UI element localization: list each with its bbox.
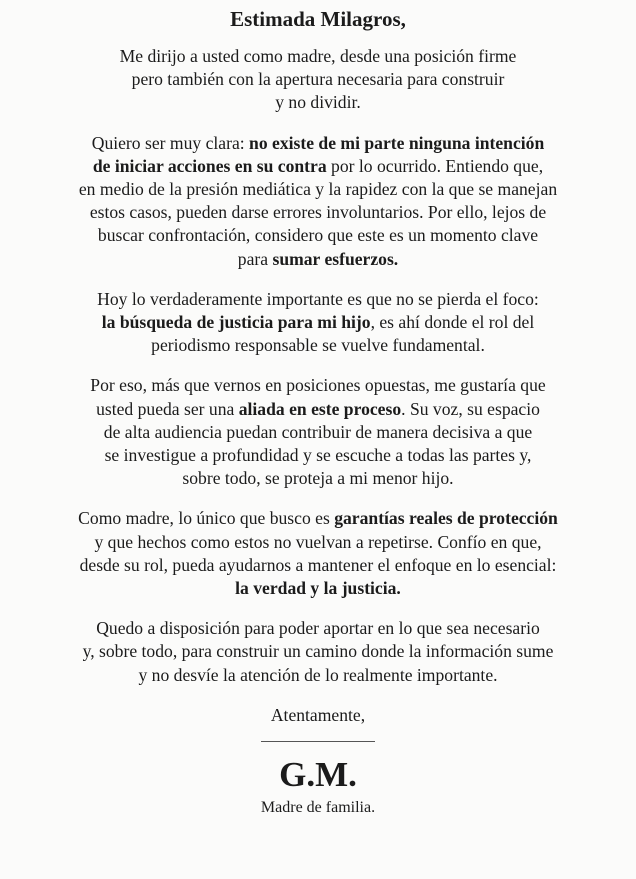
emphasis: la búsqueda de justicia para mi hijo (101, 312, 371, 333)
emphasis: sumar esfuerzos. (272, 248, 399, 269)
text-span: Quedo a disposición para poder aportar en lo que sea necesario (96, 618, 540, 639)
text-span: para (237, 248, 273, 269)
emphasis: de iniciar acciones en su contra (92, 155, 327, 176)
signature-initials: G.M. (279, 754, 357, 794)
text-span: pero también con la apertura necesaria para construir (131, 69, 505, 90)
text-span: desde su rol, pueda ayudarnos a mantener el enfoque en lo esencial: (79, 554, 557, 575)
paragraph-1 (20, 45, 616, 115)
text-span: por lo ocurrido. Entiendo que, (326, 155, 544, 176)
text-span: Quiero ser muy clara: (91, 132, 250, 153)
emphasis: no existe de mi parte ninguna intención (249, 132, 545, 153)
text-span: y, sobre todo, para construir un camino donde la información sume (82, 641, 554, 662)
text-span: . Su voz, su espacio (401, 398, 540, 419)
paragraph-4 (20, 374, 616, 490)
text-span: buscar confrontación, considero que este es un momento clave (97, 225, 539, 246)
closing: Atentamente, (270, 704, 366, 725)
signature-role: Madre de familia. (260, 798, 376, 816)
emphasis: garantías reales de protección (334, 508, 558, 529)
greeting: Estimada Milagros, (230, 7, 406, 31)
paragraph-5 (20, 507, 616, 600)
paragraph-2 (20, 132, 616, 271)
text-span: periodismo responsable se vuelve fundamental. (151, 335, 485, 356)
text-span: Como madre, lo único que busco es (78, 508, 335, 529)
text-span: se investigue a profundidad y se escuche a todas las partes y, (104, 445, 532, 466)
text-span: Me dirijo a usted como madre, desde una posición firme (119, 46, 517, 66)
emphasis: aliada en este proceso (238, 398, 402, 419)
text-span: sobre todo, se proteja a mi menor hijo. (182, 468, 454, 489)
text-span: en medio de la presión mediática y la rapidez con la que se manejan (78, 179, 558, 200)
text-span: de alta audiencia puedan contribuir de manera decisiva a que (103, 421, 533, 442)
text-span: Por eso, más que vernos en posiciones opuestas, me gustaría que (90, 375, 546, 396)
paragraph-6 (20, 617, 616, 687)
signature-line (261, 741, 375, 742)
text-span: y no desvíe la atención de lo realmente importante. (138, 664, 498, 685)
text-span: Hoy lo verdaderamente importante es que no se pierda el foco: (97, 288, 539, 309)
text-span: estos casos, pueden darse errores involuntarios. Por ello, lejos de (89, 202, 547, 223)
text-span: y no dividir. (275, 92, 361, 113)
paragraph-3 (20, 288, 616, 358)
text-span: , es ahí donde el rol del (370, 312, 535, 333)
text-span: usted pueda ser una (96, 398, 239, 419)
emphasis: la verdad y la justicia. (235, 578, 401, 599)
text-span: y que hechos como estos no vuelvan a repetirse. Confío en que, (94, 531, 542, 552)
